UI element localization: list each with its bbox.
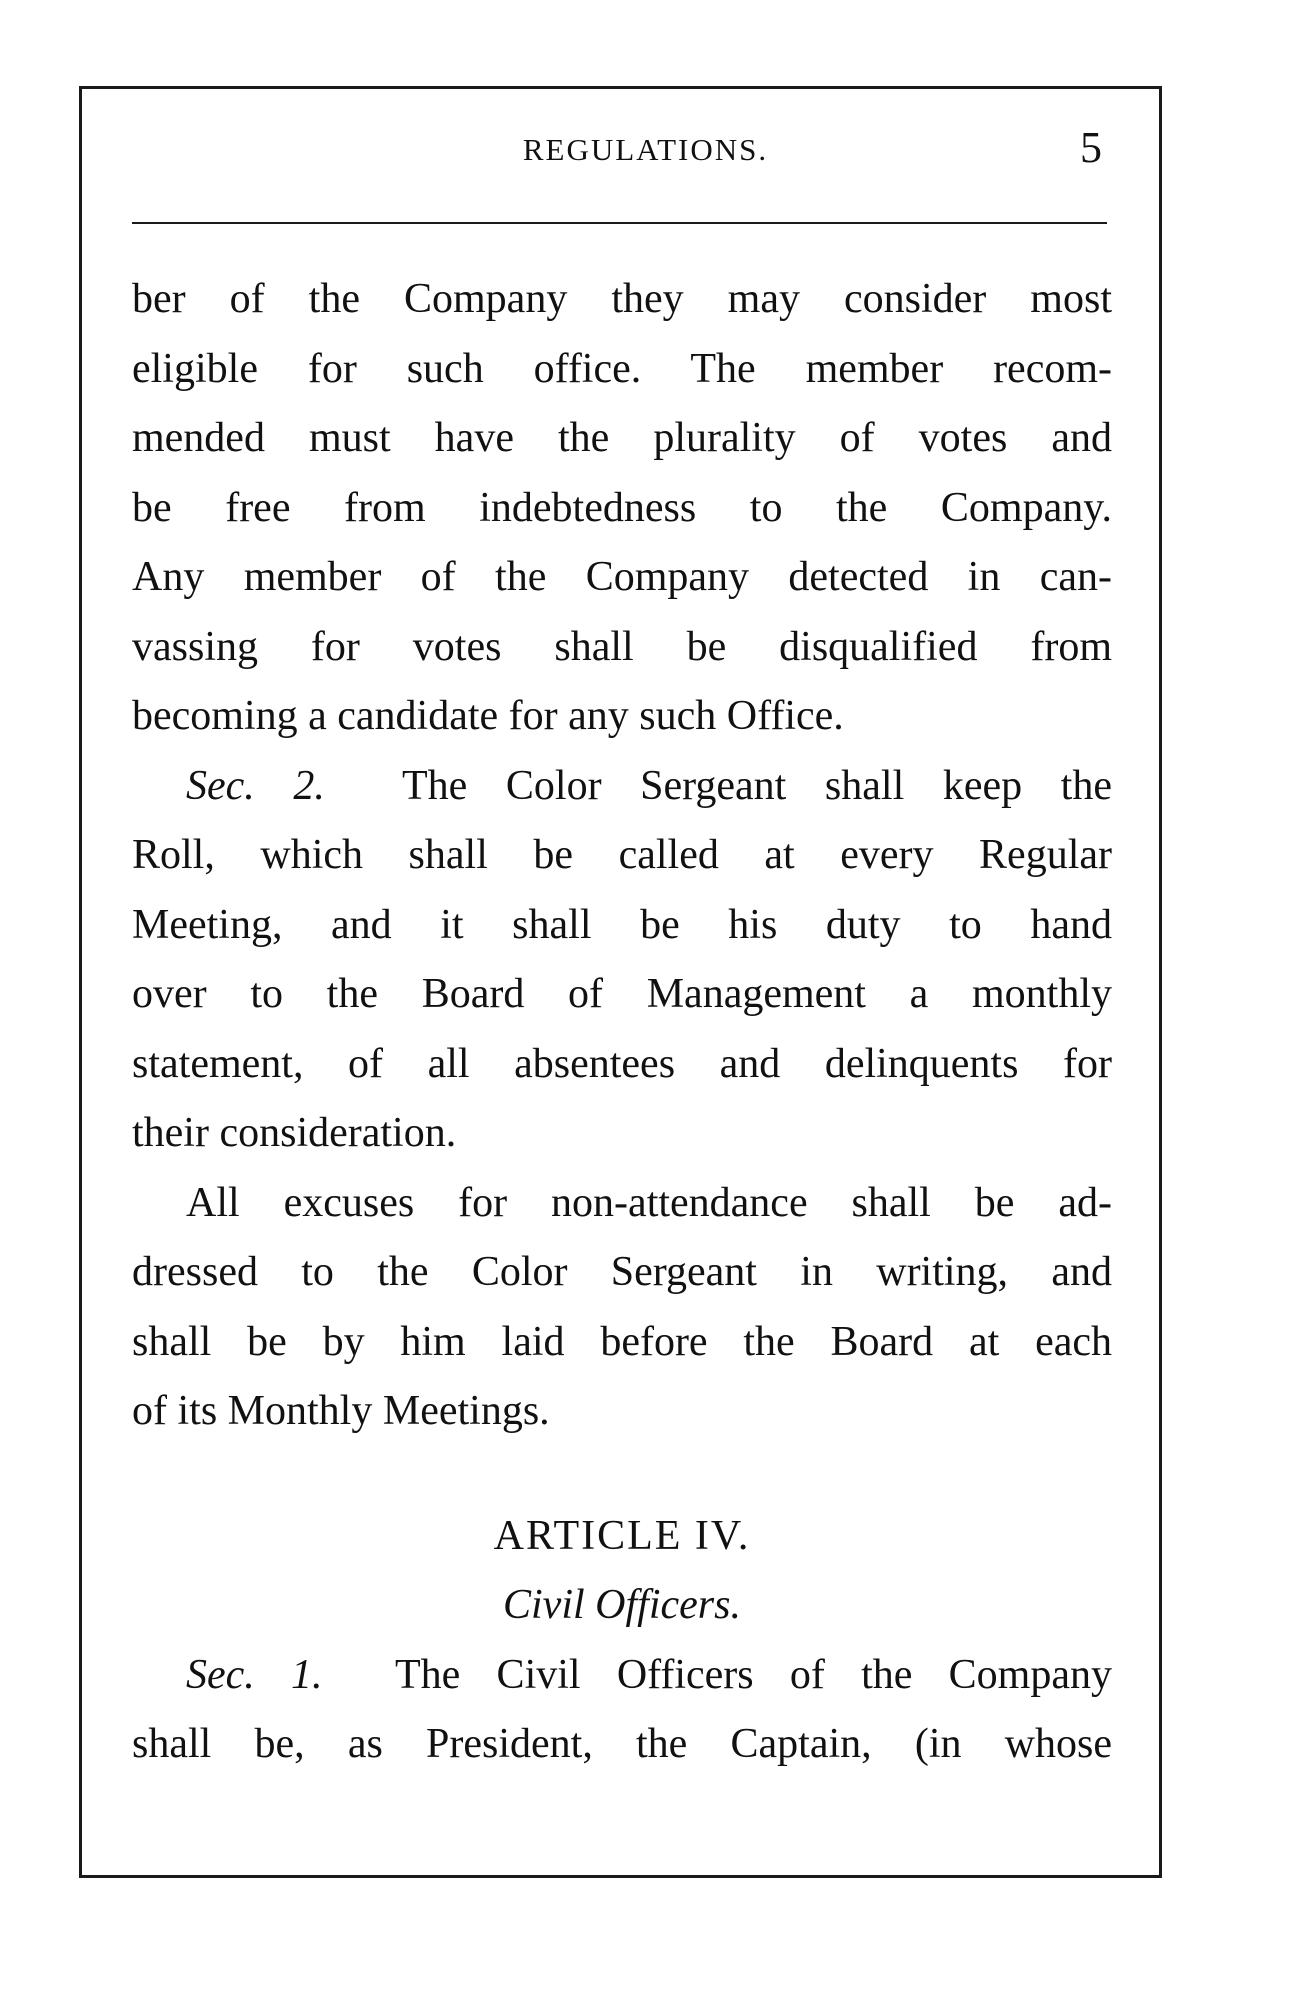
text-line: becoming a candidate for any such Office.: [132, 693, 844, 739]
article-subheading: Civil Officers.: [503, 1582, 741, 1628]
running-head: [0, 123, 1291, 192]
text-line: mended must have the plurality of votes and: [132, 415, 1112, 461]
text-line: Meeting, and it shall be his duty to hand: [132, 901, 1112, 948]
text-line: shall be, as President, the Captain, (in whose: [132, 1721, 1112, 1767]
running-title: REGULATIONS.: [522, 132, 769, 167]
text-line: over to the Board of Management a monthly: [132, 971, 1112, 1017]
text-line: statement, of all absentees and delinquents for: [132, 1040, 1112, 1087]
text-line: All excuses for non-attendance shall be ad-: [186, 1179, 1112, 1226]
section-text: The Civil Officers of the Company: [395, 1651, 1112, 1698]
spacer: [132, 1447, 1112, 1502]
section-label: Sec. 2.: [186, 762, 325, 809]
text-line: vassing for votes shall be disqualified from: [132, 623, 1112, 670]
page-body: [132, 265, 1112, 1780]
text-line: be free from indebtedness to the Company.: [132, 484, 1112, 531]
article-heading: ARTICLE IV.: [493, 1512, 751, 1559]
text-line: eligible for such office. The member recom-: [132, 345, 1112, 392]
section-text: The Color Sergeant shall keep the: [402, 762, 1112, 809]
text-line: their consideration.: [132, 1110, 457, 1156]
text-line: shall be by him laid before the Board at each: [132, 1318, 1112, 1365]
header-rule: [132, 222, 1107, 224]
page-number: 5: [1080, 123, 1102, 172]
text-line: dressed to the Color Sergeant in writing, and: [132, 1249, 1112, 1295]
text-line: of its Monthly Meetings.: [132, 1388, 550, 1434]
text-line: ber of the Company they may consider most: [132, 276, 1112, 322]
section-label: Sec. 1.: [186, 1651, 323, 1698]
section-first-line: [132, 1641, 1112, 1711]
text-line: Any member of the Company detected in can-: [132, 554, 1112, 600]
text-line: Roll, which shall be called at every Regular: [132, 832, 1112, 878]
section-first-line: [132, 752, 1112, 822]
